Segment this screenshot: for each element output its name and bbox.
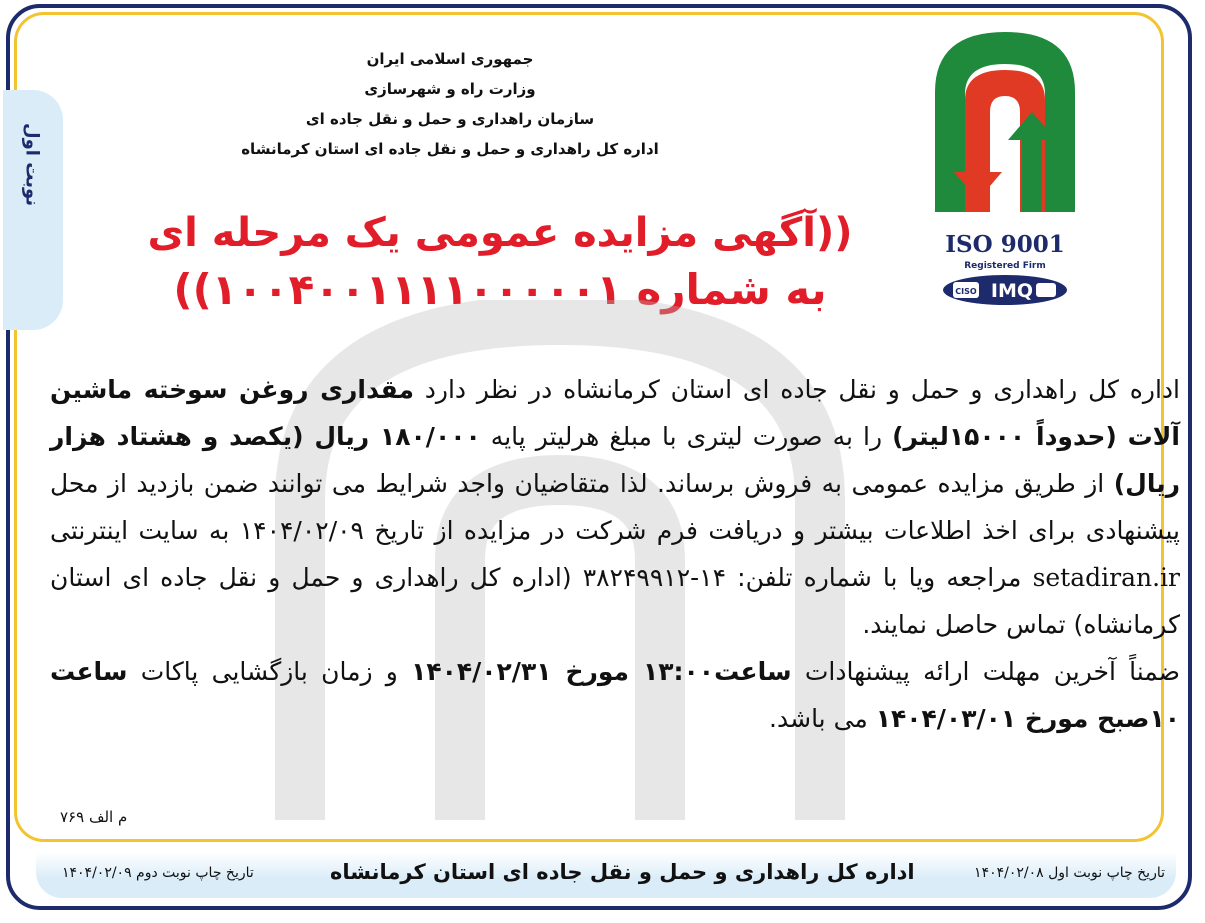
base-price: ۱۸۰/۰۰۰ ریال (یکصد و هشتاد هزار ریال) <box>50 422 1180 498</box>
header-line-4: اداره کل راهداری و حمل و نقل جاده ای استان کرمانشاه <box>241 140 659 158</box>
organization-logo <box>920 22 1090 312</box>
announcement-body <box>50 366 1180 742</box>
website-text: setadiran.ir <box>1032 563 1180 592</box>
svg-text:IMQ: IMQ <box>990 280 1034 302</box>
body-closing: می باشد. <box>769 704 876 733</box>
title-line-2: به شماره ۱۰۰۴۰۰۱۱۱۱۰۰۰۰۰۱)) <box>173 265 827 314</box>
deadline-datetime: ساعت۱۳:۰۰ مورخ ۱۴۰۴/۰۲/۳۱ <box>411 657 792 686</box>
svg-text:Registered Firm: Registered Firm <box>964 261 1046 271</box>
deadline-intro: ضمناً آخرین مهلت ارائه پیشنهادات <box>791 657 1180 686</box>
body-text-3: از طریق مزایده عمومی به فروش برساند. لذا متقاضیان واجد شرایط می توانند ضمن بازدید از محل پیشنهادی برای اخذ اطلاعات بیشتر و دریافت فرم شرکت در مزایده از تاریخ ۱۴۰۴/۰۲/۰۹ به سایت اینترنتی <box>50 469 1180 545</box>
body-text-1: اداره کل راهداری و حمل و نقل جاده ای استان کرمانشاه در نظر دارد <box>413 375 1180 404</box>
svg-text:ISO 9001: ISO 9001 <box>945 231 1065 258</box>
opening-intro: و زمان بازگشایی پاکات <box>127 657 412 686</box>
footer-organization: اداره کل راهداری و حمل و نقل جاده ای استان کرمانشاه <box>330 860 915 884</box>
body-text-2: را به صورت لیتری با مبلغ هرلیتر پایه <box>480 422 893 451</box>
header-line-1: جمهوری اسلامی ایران <box>366 50 534 68</box>
header-line-3: سازمان راهداری و حمل و نقل جاده ای <box>305 110 595 128</box>
body-text-4: مراجعه ویا با شماره تلفن: ۱۴-۳۸۲۴۹۹۱۲ (اداره کل راهداری و حمل و نقل جاده ای استان کرمانشاه) تماس حاصل نمایند. <box>50 563 1180 639</box>
title-line-1: ((آگهی مزایده عمومی یک مرحله ای <box>147 210 853 256</box>
second-print-date: تاریخ چاپ نوبت دوم ۱۴۰۴/۰۲/۰۹ <box>62 865 254 881</box>
opening-datetime: ساعت ۱۰صبح مورخ ۱۴۰۴/۰۳/۰۱ <box>50 657 1180 733</box>
side-label: نوبت اول <box>21 123 43 207</box>
header-line-2: وزارت راه و شهرسازی <box>364 80 536 98</box>
ministry-header <box>230 44 670 164</box>
first-print-date: تاریخ چاپ نوبت اول ۱۴۰۴/۰۲/۰۸ <box>974 865 1165 881</box>
road-logo-icon <box>920 22 1090 312</box>
item-description: مقداری روغن سوخته ماشین آلات (حدوداً ۱۵۰۰۰لیتر) <box>50 375 1180 451</box>
auction-title <box>100 205 900 319</box>
reference-code: م الف ۷۶۹ <box>60 808 128 826</box>
svg-text:CISO: CISO <box>955 287 977 296</box>
